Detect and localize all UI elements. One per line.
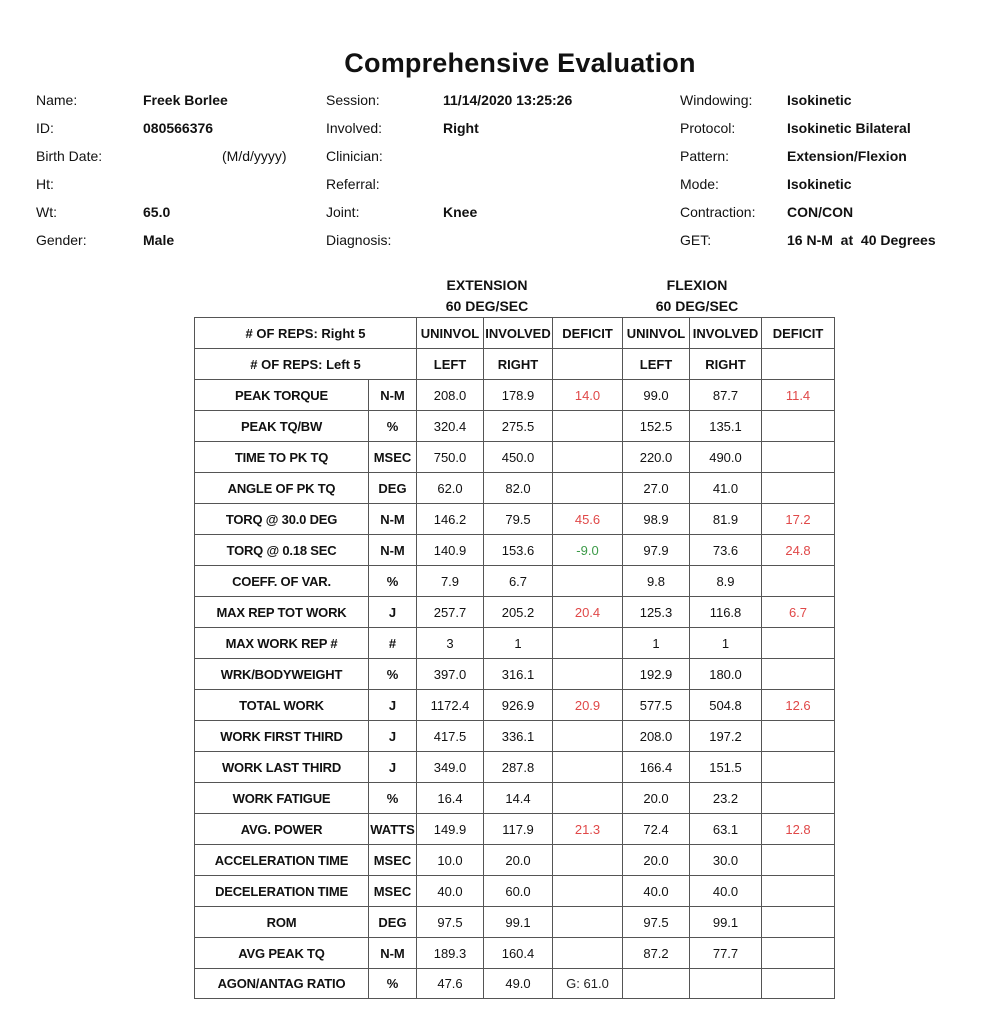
row-label: DECELERATION TIME (195, 876, 369, 907)
flexion-speed: 60 DEG/SEC (655, 298, 739, 314)
ext-left: 349.0 (417, 752, 484, 783)
name-label: Name: (36, 92, 78, 108)
unit: N-M (369, 535, 417, 566)
protocol-label: Protocol: (680, 120, 736, 136)
involved-label: Involved: (326, 120, 383, 136)
ext-right: 60.0 (484, 876, 553, 907)
table-row (195, 814, 835, 845)
flx-blank-header (762, 349, 835, 380)
patient-name: Freek Borlee (143, 92, 228, 108)
contraction-value: CON/CON (787, 204, 854, 220)
table-row (195, 504, 835, 535)
flx-deficit: 11.4 (762, 380, 835, 411)
flx-left-header: LEFT (623, 349, 690, 380)
unit: % (369, 411, 417, 442)
ext-right: 450.0 (484, 442, 553, 473)
reps-right-row (195, 318, 835, 349)
table-row (195, 442, 835, 473)
flx-uninvol-header: UNINVOL (623, 318, 690, 349)
unit: % (369, 969, 417, 999)
flx-deficit: 6.7 (762, 597, 835, 628)
row-label: WORK FIRST THIRD (195, 721, 369, 752)
flx-deficit: 12.8 (762, 814, 835, 845)
ext-right: 6.7 (484, 566, 553, 597)
flx-deficit (762, 628, 835, 659)
flx-right: 151.5 (690, 752, 762, 783)
birth-date-label: Birth Date: (36, 148, 103, 164)
flx-right: 77.7 (690, 938, 762, 969)
ext-deficit (553, 566, 623, 597)
flx-deficit (762, 845, 835, 876)
flx-right: 99.1 (690, 907, 762, 938)
extension-title: EXTENSION (446, 277, 528, 293)
ext-right: 178.9 (484, 380, 553, 411)
session-datetime: 11/14/2020 13:25:26 (443, 92, 573, 108)
flx-right-header: RIGHT (690, 349, 762, 380)
flx-right: 135.1 (690, 411, 762, 442)
row-label: AVG PEAK TQ (195, 938, 369, 969)
flx-deficit: 17.2 (762, 504, 835, 535)
ext-right-header: RIGHT (484, 349, 553, 380)
ext-right: 160.4 (484, 938, 553, 969)
flx-deficit: 12.6 (762, 690, 835, 721)
table-row (195, 690, 835, 721)
flx-left (623, 969, 690, 999)
ext-left: 40.0 (417, 876, 484, 907)
ext-left: 257.7 (417, 597, 484, 628)
ext-right: 117.9 (484, 814, 553, 845)
weight-label: Wt: (36, 204, 57, 220)
unit: DEG (369, 473, 417, 504)
ext-right: 205.2 (484, 597, 553, 628)
unit: N-M (369, 504, 417, 535)
flx-left: 98.9 (623, 504, 690, 535)
clinician-label: Clinician: (326, 148, 383, 164)
ext-right: 20.0 (484, 845, 553, 876)
row-label: WORK FATIGUE (195, 783, 369, 814)
flx-left: 220.0 (623, 442, 690, 473)
ext-left: 417.5 (417, 721, 484, 752)
table-row (195, 566, 835, 597)
table-row (195, 783, 835, 814)
flexion-title: FLEXION (666, 277, 728, 293)
ext-left: 7.9 (417, 566, 484, 597)
ext-deficit: G: 61.0 (553, 969, 623, 999)
ext-deficit (553, 907, 623, 938)
flx-deficit (762, 938, 835, 969)
ext-left: 750.0 (417, 442, 484, 473)
table-row (195, 876, 835, 907)
ext-left: 189.3 (417, 938, 484, 969)
flx-right: 87.7 (690, 380, 762, 411)
ext-right: 82.0 (484, 473, 553, 504)
protocol-value: Isokinetic Bilateral (787, 120, 911, 136)
ext-left: 62.0 (417, 473, 484, 504)
birth-date-format: (M/d/yyyy) (222, 148, 287, 164)
flx-right: 180.0 (690, 659, 762, 690)
ext-right: 287.8 (484, 752, 553, 783)
flx-deficit (762, 473, 835, 504)
flx-right: 23.2 (690, 783, 762, 814)
row-label: ANGLE OF PK TQ (195, 473, 369, 504)
reps-left-row (195, 349, 835, 380)
row-label: PEAK TORQUE (195, 380, 369, 411)
ext-right: 49.0 (484, 969, 553, 999)
ext-deficit: 20.9 (553, 690, 623, 721)
flx-left: 20.0 (623, 783, 690, 814)
diagnosis-label: Diagnosis: (326, 232, 392, 248)
page-title: Comprehensive Evaluation (344, 48, 696, 78)
ext-left: 97.5 (417, 907, 484, 938)
ext-deficit (553, 659, 623, 690)
unit: J (369, 597, 417, 628)
table-row (195, 380, 835, 411)
ext-left: 397.0 (417, 659, 484, 690)
flx-deficit (762, 411, 835, 442)
height-label: Ht: (36, 176, 54, 192)
unit: J (369, 721, 417, 752)
flx-right: 8.9 (690, 566, 762, 597)
ext-uninvol-header: UNINVOL (417, 318, 484, 349)
patient-id: 080566376 (143, 120, 214, 136)
flx-left: 97.9 (623, 535, 690, 566)
pattern-value: Extension/Flexion (787, 148, 907, 164)
get-label: GET: (680, 232, 712, 248)
row-label: MAX WORK REP # (195, 628, 369, 659)
flx-right: 1 (690, 628, 762, 659)
row-label: ACCELERATION TIME (195, 845, 369, 876)
flx-left: 40.0 (623, 876, 690, 907)
ext-right: 336.1 (484, 721, 553, 752)
ext-left: 208.0 (417, 380, 484, 411)
ext-right: 1 (484, 628, 553, 659)
flx-right: 490.0 (690, 442, 762, 473)
ext-left: 10.0 (417, 845, 484, 876)
ext-deficit (553, 473, 623, 504)
table-row (195, 907, 835, 938)
flx-left: 152.5 (623, 411, 690, 442)
unit: # (369, 628, 417, 659)
ext-deficit: 20.4 (553, 597, 623, 628)
involved-side: Right (443, 120, 479, 136)
table-row (195, 721, 835, 752)
extension-speed: 60 DEG/SEC (445, 298, 529, 314)
joint-label: Joint: (326, 204, 360, 220)
flx-deficit (762, 907, 835, 938)
row-label: COEFF. OF VAR. (195, 566, 369, 597)
ext-blank-header (553, 349, 623, 380)
table-row (195, 752, 835, 783)
id-label: ID: (36, 120, 54, 136)
flx-involved-header: INVOLVED (690, 318, 762, 349)
flx-deficit-header: DEFICIT (762, 318, 835, 349)
flx-right: 197.2 (690, 721, 762, 752)
row-label: AGON/ANTAG RATIO (195, 969, 369, 999)
gender-label: Gender: (36, 232, 87, 248)
ext-left: 3 (417, 628, 484, 659)
flx-left: 166.4 (623, 752, 690, 783)
mode-value: Isokinetic (787, 176, 852, 192)
flx-deficit (762, 659, 835, 690)
flx-deficit: 24.8 (762, 535, 835, 566)
flx-left: 87.2 (623, 938, 690, 969)
unit: % (369, 566, 417, 597)
ext-left: 47.6 (417, 969, 484, 999)
row-label: PEAK TQ/BW (195, 411, 369, 442)
unit: MSEC (369, 442, 417, 473)
ext-left-header: LEFT (417, 349, 484, 380)
flx-left: 1 (623, 628, 690, 659)
ext-left: 140.9 (417, 535, 484, 566)
flx-right: 63.1 (690, 814, 762, 845)
ext-right: 926.9 (484, 690, 553, 721)
ext-deficit (553, 628, 623, 659)
row-label: AVG. POWER (195, 814, 369, 845)
flx-right (690, 969, 762, 999)
joint-value: Knee (443, 204, 478, 220)
flx-right: 30.0 (690, 845, 762, 876)
table-row (195, 938, 835, 969)
unit: N-M (369, 938, 417, 969)
windowing-value: Isokinetic (787, 92, 852, 108)
ext-deficit: 14.0 (553, 380, 623, 411)
patient-weight: 65.0 (143, 204, 171, 220)
unit: J (369, 752, 417, 783)
flx-left: 208.0 (623, 721, 690, 752)
table-row (195, 535, 835, 566)
flx-right: 40.0 (690, 876, 762, 907)
unit: N-M (369, 380, 417, 411)
flx-right: 81.9 (690, 504, 762, 535)
ext-left: 16.4 (417, 783, 484, 814)
flx-left: 27.0 (623, 473, 690, 504)
unit: DEG (369, 907, 417, 938)
flexion-header (617, 275, 777, 317)
flx-right: 116.8 (690, 597, 762, 628)
flx-left: 9.8 (623, 566, 690, 597)
row-label: MAX REP TOT WORK (195, 597, 369, 628)
flx-left: 192.9 (623, 659, 690, 690)
unit: MSEC (369, 845, 417, 876)
ext-right: 316.1 (484, 659, 553, 690)
ext-left: 149.9 (417, 814, 484, 845)
table-row (195, 845, 835, 876)
reps-right: # OF REPS: Right 5 (195, 318, 417, 349)
mode-label: Mode: (680, 176, 719, 192)
reps-left: # OF REPS: Left 5 (195, 349, 417, 380)
flx-deficit (762, 721, 835, 752)
flx-deficit (762, 752, 835, 783)
flx-deficit (762, 566, 835, 597)
ext-deficit (553, 442, 623, 473)
get-value: 16 N-M at 40 Degrees (787, 232, 936, 248)
flx-left: 97.5 (623, 907, 690, 938)
row-label: TOTAL WORK (195, 690, 369, 721)
table-row (195, 628, 835, 659)
row-label: TORQ @ 0.18 SEC (195, 535, 369, 566)
session-label: Session: (326, 92, 380, 108)
table-row (195, 597, 835, 628)
flx-left: 99.0 (623, 380, 690, 411)
flx-deficit (762, 442, 835, 473)
ext-right: 79.5 (484, 504, 553, 535)
flx-deficit (762, 783, 835, 814)
ext-deficit: 21.3 (553, 814, 623, 845)
row-label: WRK/BODYWEIGHT (195, 659, 369, 690)
ext-right: 275.5 (484, 411, 553, 442)
ext-deficit (553, 876, 623, 907)
evaluation-table (194, 317, 835, 999)
ext-deficit (553, 783, 623, 814)
unit: % (369, 659, 417, 690)
ext-deficit (553, 845, 623, 876)
ext-deficit (553, 721, 623, 752)
unit: J (369, 690, 417, 721)
ext-right: 99.1 (484, 907, 553, 938)
windowing-label: Windowing: (680, 92, 753, 108)
unit: MSEC (369, 876, 417, 907)
unit: % (369, 783, 417, 814)
flx-right: 504.8 (690, 690, 762, 721)
flx-left: 72.4 (623, 814, 690, 845)
ext-deficit: 45.6 (553, 504, 623, 535)
extension-header (407, 275, 567, 317)
ext-involved-header: INVOLVED (484, 318, 553, 349)
referral-label: Referral: (326, 176, 380, 192)
flx-right: 73.6 (690, 535, 762, 566)
ext-deficit (553, 752, 623, 783)
flx-deficit (762, 876, 835, 907)
ext-deficit-header: DEFICIT (553, 318, 623, 349)
flx-left: 20.0 (623, 845, 690, 876)
ext-left: 146.2 (417, 504, 484, 535)
unit: WATTS (369, 814, 417, 845)
row-label: WORK LAST THIRD (195, 752, 369, 783)
flx-left: 125.3 (623, 597, 690, 628)
row-label: ROM (195, 907, 369, 938)
ext-deficit (553, 938, 623, 969)
pattern-label: Pattern: (680, 148, 730, 164)
table-row (195, 969, 835, 999)
contraction-label: Contraction: (680, 204, 756, 220)
flx-left: 577.5 (623, 690, 690, 721)
patient-gender: Male (143, 232, 175, 248)
ext-right: 14.4 (484, 783, 553, 814)
ext-right: 153.6 (484, 535, 553, 566)
row-label: TORQ @ 30.0 DEG (195, 504, 369, 535)
ext-left: 320.4 (417, 411, 484, 442)
ext-left: 1172.4 (417, 690, 484, 721)
flx-right: 41.0 (690, 473, 762, 504)
table-row (195, 659, 835, 690)
ext-deficit (553, 411, 623, 442)
row-label: TIME TO PK TQ (195, 442, 369, 473)
ext-deficit: -9.0 (553, 535, 623, 566)
table-row (195, 473, 835, 504)
flx-deficit (762, 969, 835, 999)
table-row (195, 411, 835, 442)
